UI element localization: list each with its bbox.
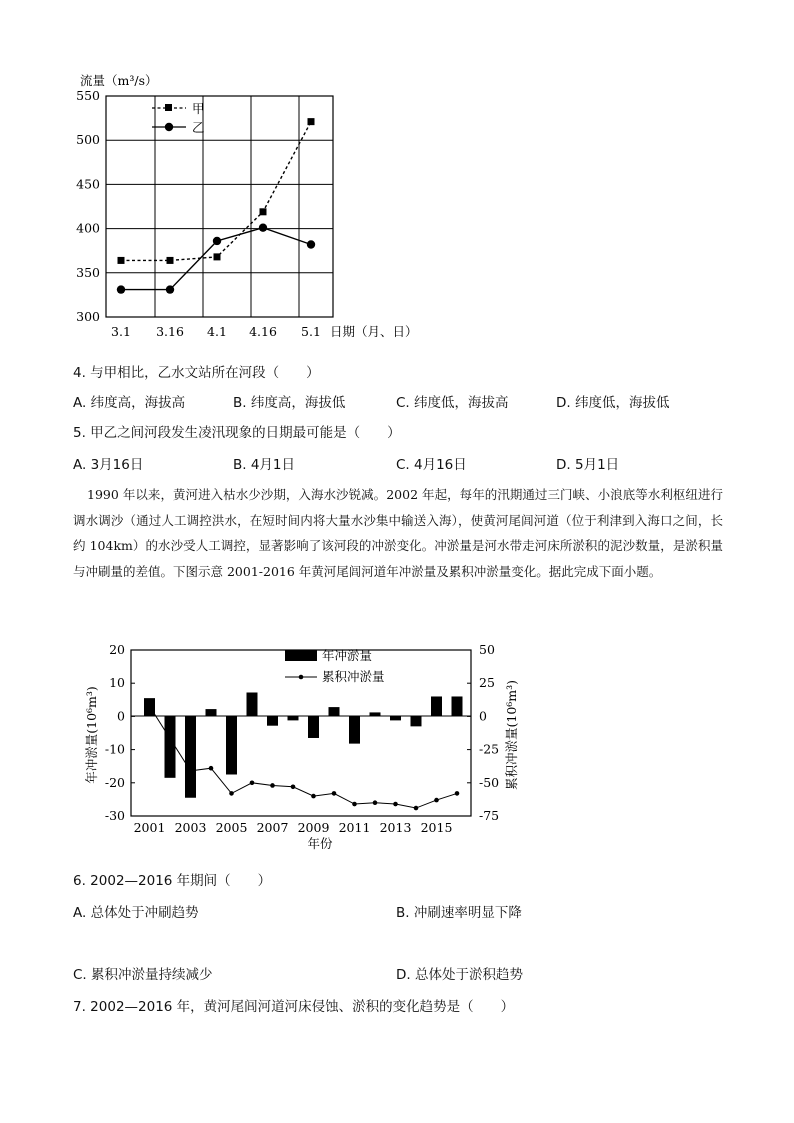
flow-point-jia	[118, 257, 125, 264]
flow-point-yi	[166, 285, 174, 293]
flow-y-tick-label: 500	[76, 132, 100, 148]
sediment-right-tick-label: -25	[479, 741, 500, 757]
sediment-bar	[288, 716, 299, 720]
question-7-stem: 7. 2002—2016 年，黄河尾闾河道河床侵蚀、淤积的变化趋势是（ ）	[73, 999, 515, 1015]
question-6-option-a[interactable]: A. 总体处于冲刷趋势	[73, 905, 199, 921]
sediment-cumulative-point	[270, 783, 275, 788]
sediment-right-tick-label: 50	[479, 642, 495, 657]
sediment-right-tick-label: -75	[479, 808, 500, 823]
flow-y-tick-label: 300	[76, 309, 100, 324]
flow-point-jia	[308, 118, 315, 125]
sediment-bar	[144, 698, 155, 716]
sediment-bar	[349, 716, 360, 743]
question-5-stem: 5. 甲乙之间河段发生凌汛现象的日期最可能是（ ）	[73, 425, 401, 441]
flow-chart	[0, 0, 794, 350]
sediment-right-tick-label: -50	[479, 774, 500, 790]
sediment-legend	[285, 648, 385, 684]
flow-point-jia	[167, 257, 174, 264]
sediment-bar	[247, 692, 258, 716]
sediment-cumulative-point	[373, 800, 378, 805]
sediment-left-tick-label: 20	[109, 642, 125, 657]
question-4-option-c[interactable]: C. 纬度低，海拔高	[396, 395, 509, 411]
sediment-bar	[185, 716, 196, 797]
sediment-cumulative-point	[434, 798, 439, 803]
flow-legend	[152, 101, 205, 135]
sediment-bar	[370, 712, 381, 716]
sediment-bar	[308, 716, 319, 738]
sediment-cumulative-point	[311, 794, 316, 799]
sediment-legend-annual: 年冲淤量	[322, 648, 373, 663]
flow-point-yi	[307, 240, 315, 248]
sediment-chart	[0, 630, 794, 860]
flow-x-tick-label: 4.16	[249, 324, 277, 339]
sediment-cumulative-point	[455, 791, 460, 796]
sediment-left-axis-title: 年冲淤量(10⁶m³)	[84, 686, 99, 784]
sediment-bar	[329, 707, 340, 716]
flow-point-yi	[117, 285, 125, 293]
flow-point-yi	[213, 237, 221, 245]
sediment-left-tick-label: 0	[117, 708, 125, 724]
sediment-cumulative-point	[352, 802, 357, 807]
sediment-legend-cumulative: 累积冲淤量	[322, 669, 385, 684]
sediment-x-tick-label: 2001	[133, 820, 166, 835]
flow-y-tick-label: 450	[76, 176, 100, 192]
flow-legend-yi: 乙	[192, 120, 205, 135]
flow-point-jia	[260, 208, 267, 215]
flow-y-ticks	[76, 88, 100, 324]
sediment-cumulative-point	[332, 791, 337, 796]
sediment-x-ticks	[134, 820, 453, 835]
sediment-x-tick-label: 2005	[215, 820, 248, 835]
sediment-bar	[206, 709, 217, 716]
flow-legend-jia: 甲	[192, 101, 205, 116]
sediment-cumulative-point	[393, 802, 398, 807]
question-4-stem: 4. 与甲相比，乙水文站所在河段（ ）	[73, 365, 320, 381]
question-6-option-b[interactable]: B. 冲刷速率明显下降	[396, 905, 522, 921]
question-4-option-b[interactable]: B. 纬度高，海拔低	[233, 395, 346, 411]
sediment-bar	[267, 716, 278, 725]
question-5-option-d[interactable]: D. 5月1日	[556, 457, 620, 473]
sediment-bar	[452, 696, 463, 716]
flow-y-axis-title: 流量（m³/s）	[80, 73, 158, 88]
flow-x-tick-label: 4.1	[207, 324, 227, 339]
sediment-right-axis-title: 累积冲淤量(10⁶m³)	[504, 679, 519, 791]
question-6-option-c[interactable]: C. 累积冲淤量持续减少	[73, 967, 213, 983]
flow-x-tick-label: 3.16	[156, 324, 184, 339]
sediment-x-tick-label: 2013	[379, 820, 412, 835]
question-4-option-d[interactable]: D. 纬度低，海拔低	[556, 395, 670, 411]
question-6-stem: 6. 2002—2016 年期间（ ）	[73, 873, 272, 889]
question-5-option-c[interactable]: C. 4月16日	[396, 457, 467, 473]
sediment-x-tick-label: 2003	[174, 820, 207, 835]
sediment-cumulative-point	[188, 769, 193, 774]
question-5-option-b[interactable]: B. 4月1日	[233, 457, 296, 473]
sediment-left-tick-label: -20	[104, 774, 125, 790]
sediment-right-tick-label: 25	[479, 675, 495, 691]
flow-y-tick-label: 550	[76, 88, 100, 103]
sediment-cumulative-point	[291, 784, 296, 789]
sediment-bar	[226, 716, 237, 774]
sediment-cumulative-point	[229, 791, 234, 796]
sediment-left-tick-label: 10	[109, 675, 125, 691]
flow-y-tick-label: 400	[76, 220, 100, 236]
sediment-x-tick-label: 2009	[297, 820, 330, 835]
sediment-x-tick-label: 2007	[256, 820, 289, 835]
sediment-left-tick-label: -30	[104, 808, 125, 823]
sediment-x-tick-label: 2011	[338, 820, 371, 835]
sediment-bar	[165, 716, 176, 777]
flow-point-yi	[259, 224, 267, 232]
question-6-option-d[interactable]: D. 总体处于淤积趋势	[396, 967, 523, 983]
sediment-bar	[390, 716, 401, 720]
flow-x-tick-label: 5.1	[301, 324, 321, 339]
question-5-option-a[interactable]: A. 3月16日	[73, 457, 144, 473]
sediment-x-axis-title: 年份	[307, 836, 333, 851]
sediment-cumulative-point	[209, 766, 214, 771]
flow-x-tick-label: 3.1	[111, 324, 131, 339]
flow-gridlines	[106, 96, 333, 317]
sediment-cumulative-point	[414, 806, 419, 811]
question-4-option-a[interactable]: A. 纬度高，海拔高	[73, 395, 186, 411]
flow-x-ticks	[111, 324, 321, 339]
sediment-right-ticks	[467, 642, 499, 823]
sediment-x-tick-label: 2015	[420, 820, 453, 835]
passage-text: 1990 年以来，黄河进入枯水少沙期，入海水沙锐减。2002 年起，每年的汛期通过三门峡、小浪底等水利枢纽进行调水调沙（通过人工调控洪水，在短时间内将大量水沙集中输送入海），使黄河尾闾河道（位于利津到入海口之间，长约 104km）的水沙受人工调控，显著影响了该河段的冲淤变化。冲淤量是河水带走河床所淤积的泥沙数量，是淤积量与冲刷量的差值。下图示意 2001-2016 年黄河尾闾河道年冲淤量及累积冲淤量变化。据此完成下面小题。	[73, 487, 723, 579]
flow-x-axis-title: 日期（月、日）	[330, 324, 418, 339]
sediment-bars	[144, 692, 463, 797]
flow-point-jia	[214, 253, 221, 260]
sediment-right-tick-label: 0	[479, 708, 487, 724]
sediment-bar	[411, 716, 422, 726]
flow-y-tick-label: 350	[76, 264, 100, 280]
sediment-left-tick-label: -10	[104, 741, 125, 757]
sediment-bar	[431, 696, 442, 716]
flow-series	[117, 118, 315, 294]
sediment-cumulative-point	[250, 781, 255, 786]
